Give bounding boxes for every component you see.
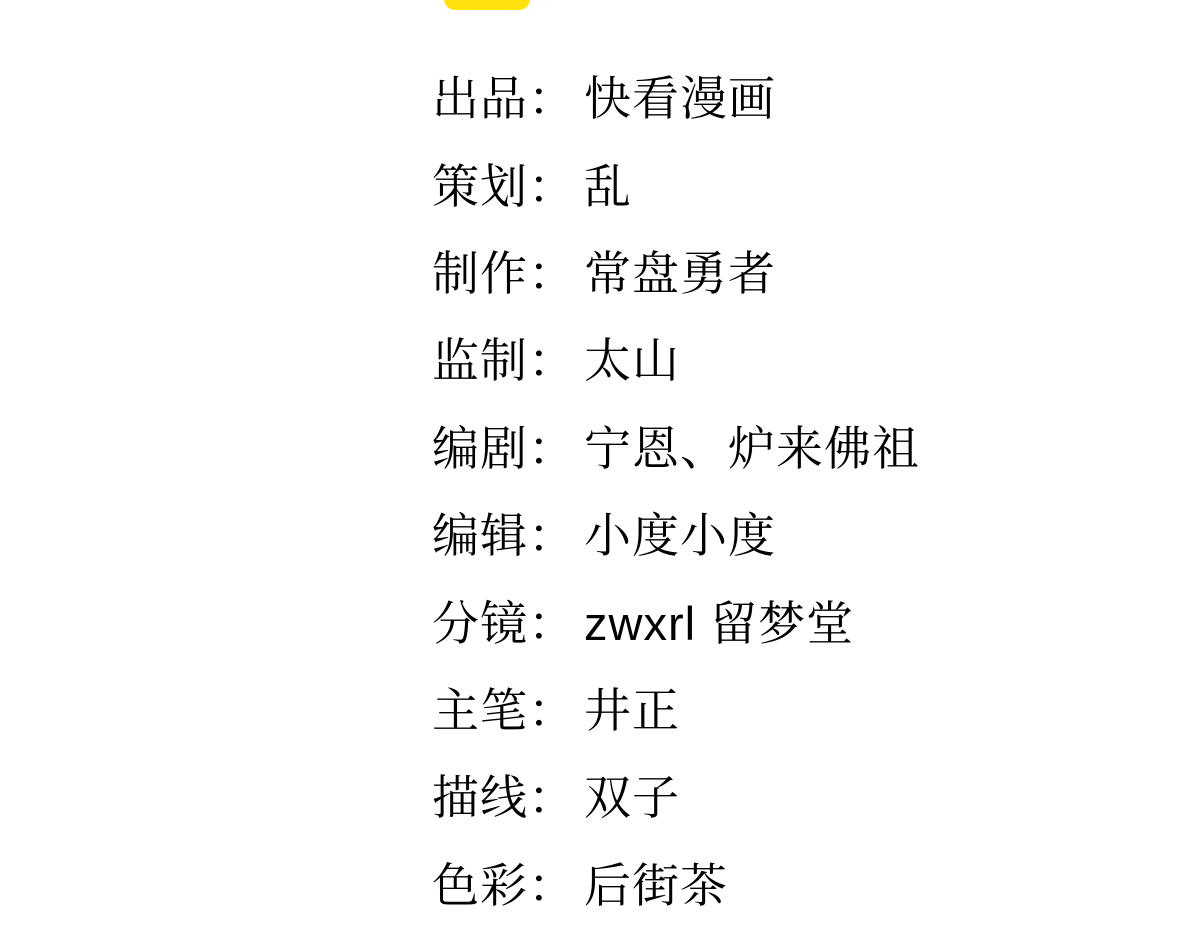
yellow-pill-badge	[444, 0, 530, 10]
credit-value: 快看漫画	[584, 72, 776, 126]
credit-colon: ：	[528, 72, 576, 126]
credit-value: 双子	[584, 771, 680, 825]
credit-colon: ：	[528, 159, 576, 213]
credit-row-storyboard	[432, 579, 920, 666]
credit-value: 太山	[584, 334, 680, 388]
credit-colon: ：	[528, 334, 576, 388]
credit-row-color	[432, 842, 920, 929]
credit-colon: ：	[528, 246, 576, 300]
credit-value: 宁恩、炉来佛祖	[584, 421, 920, 475]
credit-label: 策划	[432, 159, 528, 213]
credit-colon: ：	[528, 421, 576, 475]
credit-label: 分镜	[432, 596, 528, 650]
credit-value: zwxrl 留梦堂	[584, 596, 855, 650]
credit-colon: ：	[528, 683, 576, 737]
credit-label: 色彩	[432, 858, 528, 912]
credit-value: 井正	[584, 683, 680, 737]
credit-value: 小度小度	[584, 509, 776, 563]
credit-label: 出品	[432, 72, 528, 126]
credit-label: 制作	[432, 246, 528, 300]
credits-list	[432, 55, 920, 929]
credit-colon: ：	[528, 771, 576, 825]
credit-row-production	[432, 230, 920, 317]
credit-row-editor	[432, 492, 920, 579]
credit-row-planning	[432, 142, 920, 229]
credit-label: 编剧	[432, 421, 528, 475]
credit-row-lead-artist	[432, 667, 920, 754]
credit-label: 描线	[432, 771, 528, 825]
credit-label: 编辑	[432, 509, 528, 563]
credit-colon: ：	[528, 858, 576, 912]
credit-label: 主笔	[432, 683, 528, 737]
credit-value: 常盘勇者	[584, 246, 776, 300]
credit-row-supervisor	[432, 317, 920, 404]
credit-colon: ：	[528, 596, 576, 650]
credit-colon: ：	[528, 509, 576, 563]
credit-label: 监制	[432, 334, 528, 388]
credit-row-screenwriter	[432, 405, 920, 492]
credit-row-line-art	[432, 754, 920, 841]
credit-value: 后街茶	[584, 858, 728, 912]
credit-row-producer	[432, 55, 920, 142]
credit-value: 乱	[584, 159, 632, 213]
